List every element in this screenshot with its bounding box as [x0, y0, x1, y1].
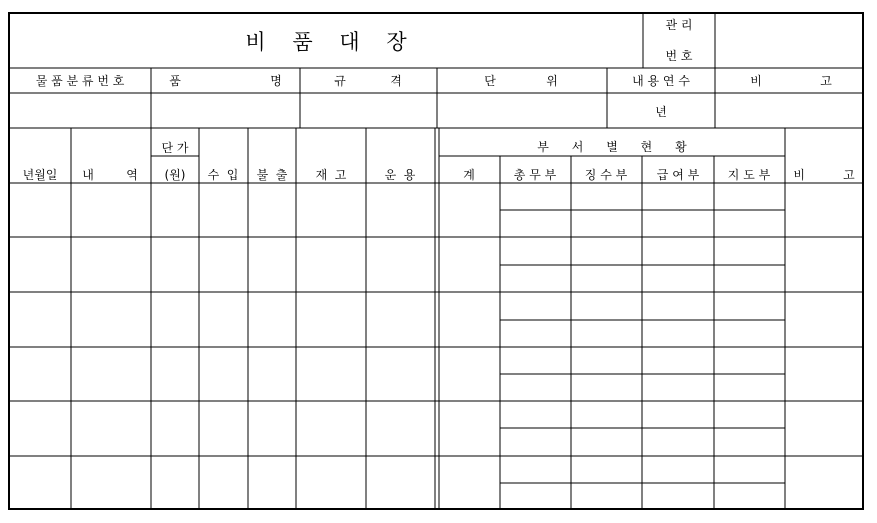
row-5-dept-2-top-cell[interactable]	[572, 402, 641, 427]
dept-col-header-payroll: 급 여 부	[656, 168, 700, 182]
row-5-dept-3-bottom-cell[interactable]	[643, 429, 713, 455]
row-5-price-cell[interactable]	[152, 402, 198, 455]
date-col-header: 년월일	[22, 168, 58, 182]
row-2-dept-3-top-cell-area[interactable]	[643, 238, 713, 264]
row-2-dept-4-top-cell-area[interactable]	[715, 238, 784, 264]
row-2-issue-cell[interactable]	[249, 238, 295, 291]
row-5-dept-2-bottom-cell[interactable]	[572, 429, 641, 455]
row-3-total-cell[interactable]	[440, 293, 499, 346]
row-3-dept-2-top-cell[interactable]	[572, 293, 641, 319]
row-1-receipt-cell-area[interactable]	[200, 184, 247, 236]
row-4-details-cell-area[interactable]	[72, 348, 150, 400]
row-1-dept-4-top-cell[interactable]	[715, 184, 784, 209]
row-1-operation-cell[interactable]	[367, 184, 434, 236]
service-life-label: 내 용 연 수	[632, 74, 690, 88]
row-6-total-cell-area[interactable]	[440, 457, 499, 508]
row-2-total-cell[interactable]	[440, 238, 499, 291]
row-3-dept-1-top-cell[interactable]	[501, 293, 570, 319]
row-4-dept-3-bottom-cell[interactable]	[643, 375, 713, 400]
item-name-label-a: 품	[169, 74, 181, 88]
row-2-date-cell-area[interactable]	[10, 238, 70, 291]
row-1-total-cell[interactable]	[440, 184, 499, 236]
row-4-operation-cell-area[interactable]	[367, 348, 434, 400]
row-5-total-cell[interactable]	[440, 402, 499, 455]
row-4-dept-2-top-cell[interactable]	[572, 348, 641, 373]
row-5-remarks-cell[interactable]	[786, 402, 862, 455]
row-4-total-cell[interactable]	[440, 348, 499, 400]
unit-label-b: 위	[546, 74, 558, 88]
classification-no-label: 물 품 분 류 번 호	[35, 74, 125, 88]
row-6-stock-cell-area[interactable]	[297, 457, 365, 508]
operation-col-header: 운 용	[384, 168, 416, 182]
row-1-dept-3-top-cell[interactable]	[643, 184, 713, 209]
row-4-dept-3-top-cell-area[interactable]	[643, 348, 713, 373]
row-3-issue-cell-area[interactable]	[249, 293, 295, 346]
row-2-dept-1-top-cell[interactable]	[501, 238, 570, 264]
row-2-dept-3-bottom-cell-area[interactable]	[643, 266, 713, 291]
row-4-dept-1-top-cell[interactable]	[501, 348, 570, 373]
row-5-dept-1-bottom-cell-area[interactable]	[501, 429, 570, 455]
row-1-operation-cell-area[interactable]	[367, 184, 434, 236]
row-2-details-cell-area[interactable]	[72, 238, 150, 291]
row-3-dept-2-bottom-cell-area[interactable]	[572, 321, 641, 346]
row-6-dept-2-top-cell[interactable]	[572, 457, 641, 482]
row-6-dept-1-bottom-cell[interactable]	[501, 484, 570, 508]
row-1-issue-cell-area[interactable]	[249, 184, 295, 236]
row-5-dept-4-top-cell[interactable]	[715, 402, 784, 427]
row-1-issue-cell[interactable]	[249, 184, 295, 236]
row-1-date-cell-area[interactable]	[10, 184, 70, 236]
ledger-rows	[10, 184, 862, 508]
row-4-issue-cell-area[interactable]	[249, 348, 295, 400]
details-col-header-b: 역	[126, 168, 138, 182]
years-unit-label: 년	[655, 105, 667, 119]
remarks-label-a: 비	[750, 74, 762, 88]
row-5-receipt-cell[interactable]	[200, 402, 247, 455]
dept-col-header-collection: 징 수 부	[584, 168, 628, 182]
row-3-operation-cell-area[interactable]	[367, 293, 434, 346]
row-6-dept-4-top-cell[interactable]	[715, 457, 784, 482]
row-3-dept-1-bottom-cell-area[interactable]	[501, 321, 570, 346]
total-col-header: 계	[463, 168, 475, 182]
row-6-operation-cell-area[interactable]	[367, 457, 434, 508]
row-1-dept-2-bottom-cell-area[interactable]	[572, 211, 641, 236]
row-4-dept-1-top-cell-area[interactable]	[501, 348, 570, 373]
row-5-issue-cell-area[interactable]	[249, 402, 295, 455]
row-4-dept-2-bottom-cell[interactable]	[572, 375, 641, 400]
row-3-date-cell[interactable]	[10, 293, 70, 346]
row-4-dept-4-top-cell[interactable]	[715, 348, 784, 373]
mgmt-number-field[interactable]	[716, 14, 862, 67]
row-4-issue-cell[interactable]	[249, 348, 295, 400]
spec-field[interactable]	[301, 94, 436, 127]
row-6-date-cell[interactable]	[10, 457, 70, 508]
row-1-dept-1-bottom-cell[interactable]	[501, 211, 570, 236]
row-6-dept-2-bottom-cell[interactable]	[572, 484, 641, 508]
row-4-price-cell[interactable]	[152, 348, 198, 400]
row-1-total-cell-area[interactable]	[440, 184, 499, 236]
row-1-dept-1-top-cell[interactable]	[501, 184, 570, 209]
row-1-dept-4-bottom-cell[interactable]	[715, 211, 784, 236]
unit-price-col-header-top: 단 가	[161, 141, 189, 155]
row-6-issue-cell[interactable]	[249, 457, 295, 508]
row-2-dept-2-bottom-cell-area[interactable]	[572, 266, 641, 291]
row-2-dept-3-top-cell[interactable]	[643, 238, 713, 264]
row-5-dept-1-bottom-cell[interactable]	[501, 429, 570, 455]
row-4-dept-4-bottom-cell-area[interactable]	[715, 375, 784, 400]
row-6-dept-4-top-cell-area[interactable]	[715, 457, 784, 482]
classification-no-field[interactable]	[10, 94, 150, 127]
row-2-operation-cell-area[interactable]	[367, 238, 434, 291]
row-4-dept-4-bottom-cell[interactable]	[715, 375, 784, 400]
row-3-dept-3-top-cell-area[interactable]	[643, 293, 713, 319]
row-3-stock-cell[interactable]	[297, 293, 365, 346]
row-2-dept-4-bottom-cell-area[interactable]	[715, 266, 784, 291]
row-2-dept-1-top-cell-area[interactable]	[501, 238, 570, 264]
row-2-dept-4-top-cell[interactable]	[715, 238, 784, 264]
row-1-dept-3-bottom-cell[interactable]	[643, 211, 713, 236]
row-4-receipt-cell[interactable]	[200, 348, 247, 400]
row-4-dept-1-bottom-cell-area[interactable]	[501, 375, 570, 400]
row-6-receipt-cell[interactable]	[200, 457, 247, 508]
row-6-price-cell-area[interactable]	[152, 457, 198, 508]
unit-label-a: 단	[484, 74, 496, 88]
row-2-stock-cell-area[interactable]	[297, 238, 365, 291]
row-5-dept-4-bottom-cell[interactable]	[715, 429, 784, 455]
row-2-dept-1-bottom-cell[interactable]	[501, 266, 570, 291]
row-5-date-cell-area[interactable]	[10, 402, 70, 455]
row-4-operation-cell[interactable]	[367, 348, 434, 400]
row-3-dept-2-bottom-cell[interactable]	[572, 321, 641, 346]
row-6-issue-cell-area[interactable]	[249, 457, 295, 508]
row-4-price-cell-area[interactable]	[152, 348, 198, 400]
row-3-operation-cell[interactable]	[367, 293, 434, 346]
row-6-dept-3-bottom-cell[interactable]	[643, 484, 713, 508]
row-1-dept-2-top-cell-area[interactable]	[572, 184, 641, 209]
row-2-date-cell[interactable]	[10, 238, 70, 291]
row-1-stock-cell[interactable]	[297, 184, 365, 236]
row-1-price-cell-area[interactable]	[152, 184, 198, 236]
row-5-operation-cell-area[interactable]	[367, 402, 434, 455]
row-6-stock-cell[interactable]	[297, 457, 365, 508]
row-5-remarks-cell-area[interactable]	[786, 402, 862, 455]
row-3-dept-4-top-cell-area[interactable]	[715, 293, 784, 319]
stock-col-header: 재 고	[315, 168, 347, 182]
unit-price-col-header-bottom: (원)	[164, 168, 186, 182]
row-3-dept-4-bottom-cell[interactable]	[715, 321, 784, 346]
row-1-remarks-cell-area[interactable]	[786, 184, 862, 236]
row-1-details-cell[interactable]	[72, 184, 150, 236]
row-3-stock-cell-area[interactable]	[297, 293, 365, 346]
row-2-dept-1-bottom-cell-area[interactable]	[501, 266, 570, 291]
row-3-remarks-cell-area[interactable]	[786, 293, 862, 346]
row-3-receipt-cell-area[interactable]	[200, 293, 247, 346]
row-1-dept-2-bottom-cell[interactable]	[572, 211, 641, 236]
row-5-total-cell-area[interactable]	[440, 402, 499, 455]
row-3-date-cell-area[interactable]	[10, 293, 70, 346]
row-2-issue-cell-area[interactable]	[249, 238, 295, 291]
row-5-dept-1-top-cell[interactable]	[501, 402, 570, 427]
row-2-remarks-cell[interactable]	[786, 238, 862, 291]
row-3-remarks-cell[interactable]	[786, 293, 862, 346]
mgmt-number-label-bottom: 번 호	[665, 49, 693, 63]
row-1-remarks-cell[interactable]	[786, 184, 862, 236]
remarks-col-header: 비 고	[793, 168, 855, 182]
row-6-dept-2-top-cell-area[interactable]	[572, 457, 641, 482]
row-1-receipt-cell[interactable]	[200, 184, 247, 236]
row-4-total-cell-area[interactable]	[440, 348, 499, 400]
row-4-stock-cell[interactable]	[297, 348, 365, 400]
dept-col-header-guidance: 지 도 부	[727, 168, 771, 182]
row-5-receipt-cell-area[interactable]	[200, 402, 247, 455]
row-6-details-cell[interactable]	[72, 457, 150, 508]
row-5-dept-3-bottom-cell-area[interactable]	[643, 429, 713, 455]
row-2-dept-4-bottom-cell[interactable]	[715, 266, 784, 291]
row-4-date-cell-area[interactable]	[10, 348, 70, 400]
row-1-dept-1-top-cell-area[interactable]	[501, 184, 570, 209]
row-5-dept-2-top-cell-area[interactable]	[572, 402, 641, 427]
row-2-details-cell[interactable]	[72, 238, 150, 291]
row-5-dept-4-top-cell-area[interactable]	[715, 402, 784, 427]
row-5-dept-3-top-cell-area[interactable]	[643, 402, 713, 427]
row-2-dept-3-bottom-cell[interactable]	[643, 266, 713, 291]
row-4-remarks-cell[interactable]	[786, 348, 862, 400]
row-3-dept-2-top-cell-area[interactable]	[572, 293, 641, 319]
row-4-receipt-cell-area[interactable]	[200, 348, 247, 400]
row-3-dept-4-top-cell[interactable]	[715, 293, 784, 319]
row-2-dept-2-top-cell-area[interactable]	[572, 238, 641, 264]
row-6-receipt-cell-area[interactable]	[200, 457, 247, 508]
row-6-dept-4-bottom-cell[interactable]	[715, 484, 784, 508]
row-3-issue-cell[interactable]	[249, 293, 295, 346]
row-4-dept-2-bottom-cell-area[interactable]	[572, 375, 641, 400]
mgmt-number-label-top: 관 리	[665, 18, 693, 32]
row-5-date-cell[interactable]	[10, 402, 70, 455]
row-4-dept-4-top-cell-area[interactable]	[715, 348, 784, 373]
row-1-date-cell[interactable]	[10, 184, 70, 236]
row-1-dept-4-bottom-cell-area[interactable]	[715, 211, 784, 236]
row-2-dept-2-top-cell[interactable]	[572, 238, 641, 264]
row-3-receipt-cell[interactable]	[200, 293, 247, 346]
row-1-dept-1-bottom-cell-area[interactable]	[501, 211, 570, 236]
row-6-date-cell-area[interactable]	[10, 457, 70, 508]
row-2-receipt-cell-area[interactable]	[200, 238, 247, 291]
row-6-dept-3-top-cell-area[interactable]	[643, 457, 713, 482]
row-4-remarks-cell-area[interactable]	[786, 348, 862, 400]
row-2-total-cell-area[interactable]	[440, 238, 499, 291]
row-4-details-cell[interactable]	[72, 348, 150, 400]
remarks-label-b: 고	[820, 74, 832, 88]
row-5-dept-1-top-cell-area[interactable]	[501, 402, 570, 427]
row-3-dept-1-top-cell-area[interactable]	[501, 293, 570, 319]
row-6-price-cell[interactable]	[152, 457, 198, 508]
form-title: 비 품 대 장	[245, 30, 407, 54]
row-3-price-cell[interactable]	[152, 293, 198, 346]
row-6-details-cell-area[interactable]	[72, 457, 150, 508]
dept-status-header: 부 서 별 현 황	[537, 140, 687, 154]
row-1-dept-2-top-cell[interactable]	[572, 184, 641, 209]
row-4-dept-1-bottom-cell[interactable]	[501, 375, 570, 400]
row-3-details-cell-area[interactable]	[72, 293, 150, 346]
row-6-dept-1-top-cell[interactable]	[501, 457, 570, 482]
row-5-details-cell-area[interactable]	[72, 402, 150, 455]
row-5-dept-2-bottom-cell-area[interactable]	[572, 429, 641, 455]
row-6-operation-cell[interactable]	[367, 457, 434, 508]
spec-label-b: 격	[390, 74, 402, 88]
row-6-dept-3-bottom-cell-area[interactable]	[643, 484, 713, 508]
row-4-dept-3-top-cell[interactable]	[643, 348, 713, 373]
dept-col-header-general-affairs: 총 무 부	[513, 168, 557, 182]
row-2-price-cell[interactable]	[152, 238, 198, 291]
row-3-dept-3-top-cell[interactable]	[643, 293, 713, 319]
row-2-receipt-cell[interactable]	[200, 238, 247, 291]
spec-label-a: 규	[334, 74, 346, 88]
row-5-price-cell-area[interactable]	[152, 402, 198, 455]
row-5-dept-3-top-cell[interactable]	[643, 402, 713, 427]
item-name-field[interactable]	[152, 94, 299, 127]
row-6-dept-3-top-cell[interactable]	[643, 457, 713, 482]
remarks-field[interactable]	[716, 94, 862, 127]
row-5-stock-cell-area[interactable]	[297, 402, 365, 455]
row-1-dept-4-top-cell-area[interactable]	[715, 184, 784, 209]
row-3-dept-3-bottom-cell[interactable]	[643, 321, 713, 346]
row-6-remarks-cell[interactable]	[786, 457, 862, 508]
row-6-dept-1-bottom-cell-area[interactable]	[501, 484, 570, 508]
row-3-dept-4-bottom-cell-area[interactable]	[715, 321, 784, 346]
row-6-total-cell[interactable]	[440, 457, 499, 508]
row-1-price-cell[interactable]	[152, 184, 198, 236]
row-5-issue-cell[interactable]	[249, 402, 295, 455]
receipt-col-header: 수 입	[207, 168, 239, 182]
row-4-stock-cell-area[interactable]	[297, 348, 365, 400]
row-1-dept-3-bottom-cell-area[interactable]	[643, 211, 713, 236]
row-1-details-cell-area[interactable]	[72, 184, 150, 236]
row-3-price-cell-area[interactable]	[152, 293, 198, 346]
row-4-date-cell[interactable]	[10, 348, 70, 400]
row-3-dept-3-bottom-cell-area[interactable]	[643, 321, 713, 346]
row-2-stock-cell[interactable]	[297, 238, 365, 291]
row-2-price-cell-area[interactable]	[152, 238, 198, 291]
row-6-remarks-cell-area[interactable]	[786, 457, 862, 508]
unit-field[interactable]	[438, 94, 606, 127]
row-1-dept-3-top-cell-area[interactable]	[643, 184, 713, 209]
details-col-header-a: 내	[82, 168, 94, 182]
row-3-total-cell-area[interactable]	[440, 293, 499, 346]
row-4-dept-2-top-cell-area[interactable]	[572, 348, 641, 373]
row-6-dept-4-bottom-cell-area[interactable]	[715, 484, 784, 508]
row-2-operation-cell[interactable]	[367, 238, 434, 291]
row-5-details-cell[interactable]	[72, 402, 150, 455]
row-6-dept-2-bottom-cell-area[interactable]	[572, 484, 641, 508]
row-4-dept-3-bottom-cell-area[interactable]	[643, 375, 713, 400]
row-5-dept-4-bottom-cell-area[interactable]	[715, 429, 784, 455]
row-3-details-cell[interactable]	[72, 293, 150, 346]
row-2-dept-2-bottom-cell[interactable]	[572, 266, 641, 291]
item-name-label-b: 명	[270, 74, 282, 88]
row-5-operation-cell[interactable]	[367, 402, 434, 455]
row-6-dept-1-top-cell-area[interactable]	[501, 457, 570, 482]
row-2-remarks-cell-area[interactable]	[786, 238, 862, 291]
row-5-stock-cell[interactable]	[297, 402, 365, 455]
issue-col-header: 불 출	[256, 168, 288, 182]
row-1-stock-cell-area[interactable]	[297, 184, 365, 236]
row-3-dept-1-bottom-cell[interactable]	[501, 321, 570, 346]
